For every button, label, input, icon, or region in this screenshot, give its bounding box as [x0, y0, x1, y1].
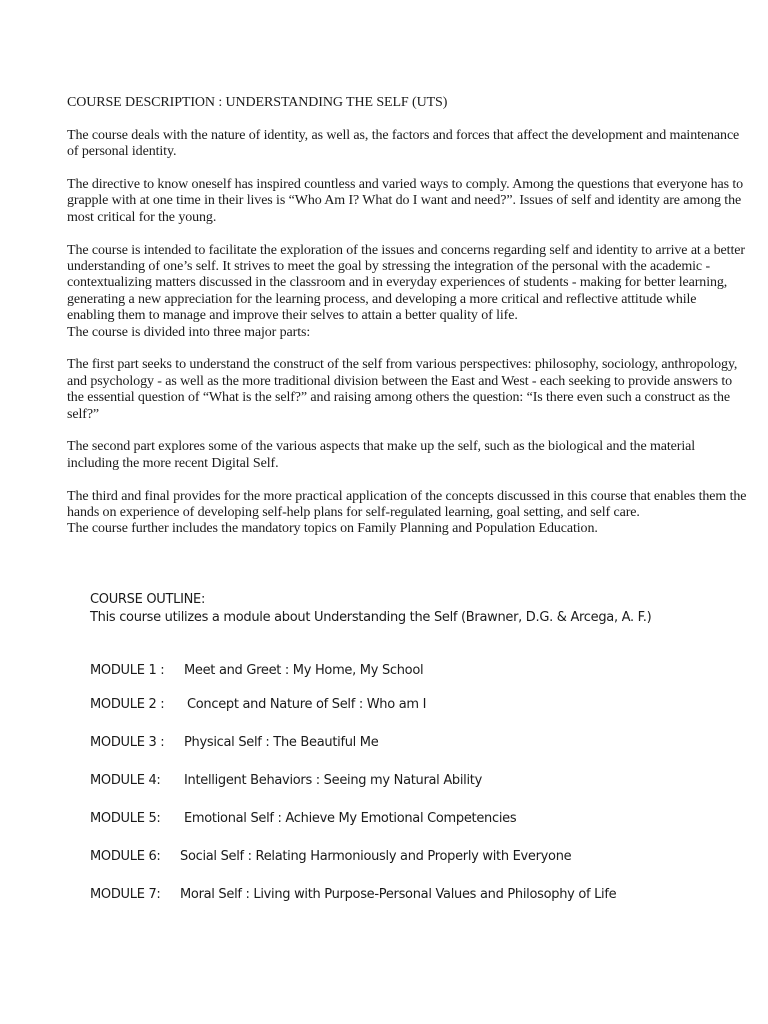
module-title: Concept and Nature of Self : Who am I	[187, 697, 427, 712]
description-paragraph-1: The course deals with the nature of identity, as well as, the factors and forces that affect the development and maintenance of personal identity.	[67, 127, 740, 160]
course-description	[67, 95, 747, 554]
module-label: MODULE 4:	[90, 773, 161, 788]
module-label: MODULE 6:	[90, 849, 161, 864]
module-item	[90, 810, 516, 828]
module-label: MODULE 3 :	[90, 735, 165, 750]
module-label: MODULE 7:	[90, 887, 161, 902]
module-label: MODULE 5:	[90, 811, 161, 826]
description-paragraph-3: The course is intended to facilitate the exploration of the issues and concerns regarding self and identity to arrive at a better understanding of one’s self. It strives to meet the goal by stressing the integration of the personal with the academic - contextualizing matters discussed in the classroom and in everyday experiences of students - making for better learning, generating a new appreciation for the learning process, and developing a more critical and reflective attitude while enabling them to manage and improve their selves to attain a better quality of life.	[67, 242, 745, 324]
course-outline-heading: COURSE OUTLINE:	[90, 592, 206, 607]
module-item	[90, 886, 616, 904]
module-label: MODULE 1 :	[90, 663, 165, 678]
module-item	[90, 848, 571, 866]
description-paragraph-2: The directive to know oneself has inspired countless and varied ways to comply. Among the questions that everyone has to grapple with at one time in their lives is “Who Am I? What do I want and need?”. Issues of self and identity are among the most critical for the young.	[67, 177, 744, 225]
module-item	[90, 772, 482, 790]
description-paragraph-4: The course is divided into three major parts:	[67, 324, 311, 340]
course-description-title: COURSE DESCRIPTION : UNDERSTANDING THE SELF (UTS)	[67, 95, 448, 110]
module-title: Meet and Greet : My Home, My School	[184, 663, 424, 678]
module-label: MODULE 2 :	[90, 697, 165, 712]
module-title: Emotional Self : Achieve My Emotional Competencies	[184, 811, 517, 826]
module-item	[90, 662, 423, 680]
course-outline-intro: This course utilizes a module about Understanding the Self (Brawner, D.G. & Arcega, A. F.)	[90, 610, 652, 625]
module-title: Physical Self : The Beautiful Me	[184, 735, 379, 750]
module-title: Moral Self : Living with Purpose-Personal Values and Philosophy of Life	[180, 887, 617, 902]
module-item	[90, 696, 426, 714]
module-title: Intelligent Behaviors : Seeing my Natural Ability	[184, 773, 482, 788]
module-item	[90, 734, 378, 752]
description-paragraph-7: The third and final provides for the more practical application of the concepts discussed in this course that enables them the hands on experience of developing self-help plans for self-regulated learning, goal setting, and self care.	[67, 488, 747, 521]
description-paragraph-8: The course further includes the mandatory topics on Family Planning and Population Education.	[67, 521, 598, 537]
description-paragraph-5: The first part seeks to understand the construct of the self from various perspectives: philosophy, sociology, anthropology, and psychology - as well as the more traditional division between the East and West - each seeking to provide answers to the essential question of “What is the self?” and raising among others the question: “Is there even such a construct as the self?”	[67, 357, 738, 422]
description-paragraph-6: The second part explores some of the various aspects that make up the self, such as the biological and the material including the more recent Digital Self.	[67, 439, 696, 471]
course-outline	[90, 591, 750, 627]
module-title: Social Self : Relating Harmoniously and Properly with Everyone	[180, 849, 572, 864]
